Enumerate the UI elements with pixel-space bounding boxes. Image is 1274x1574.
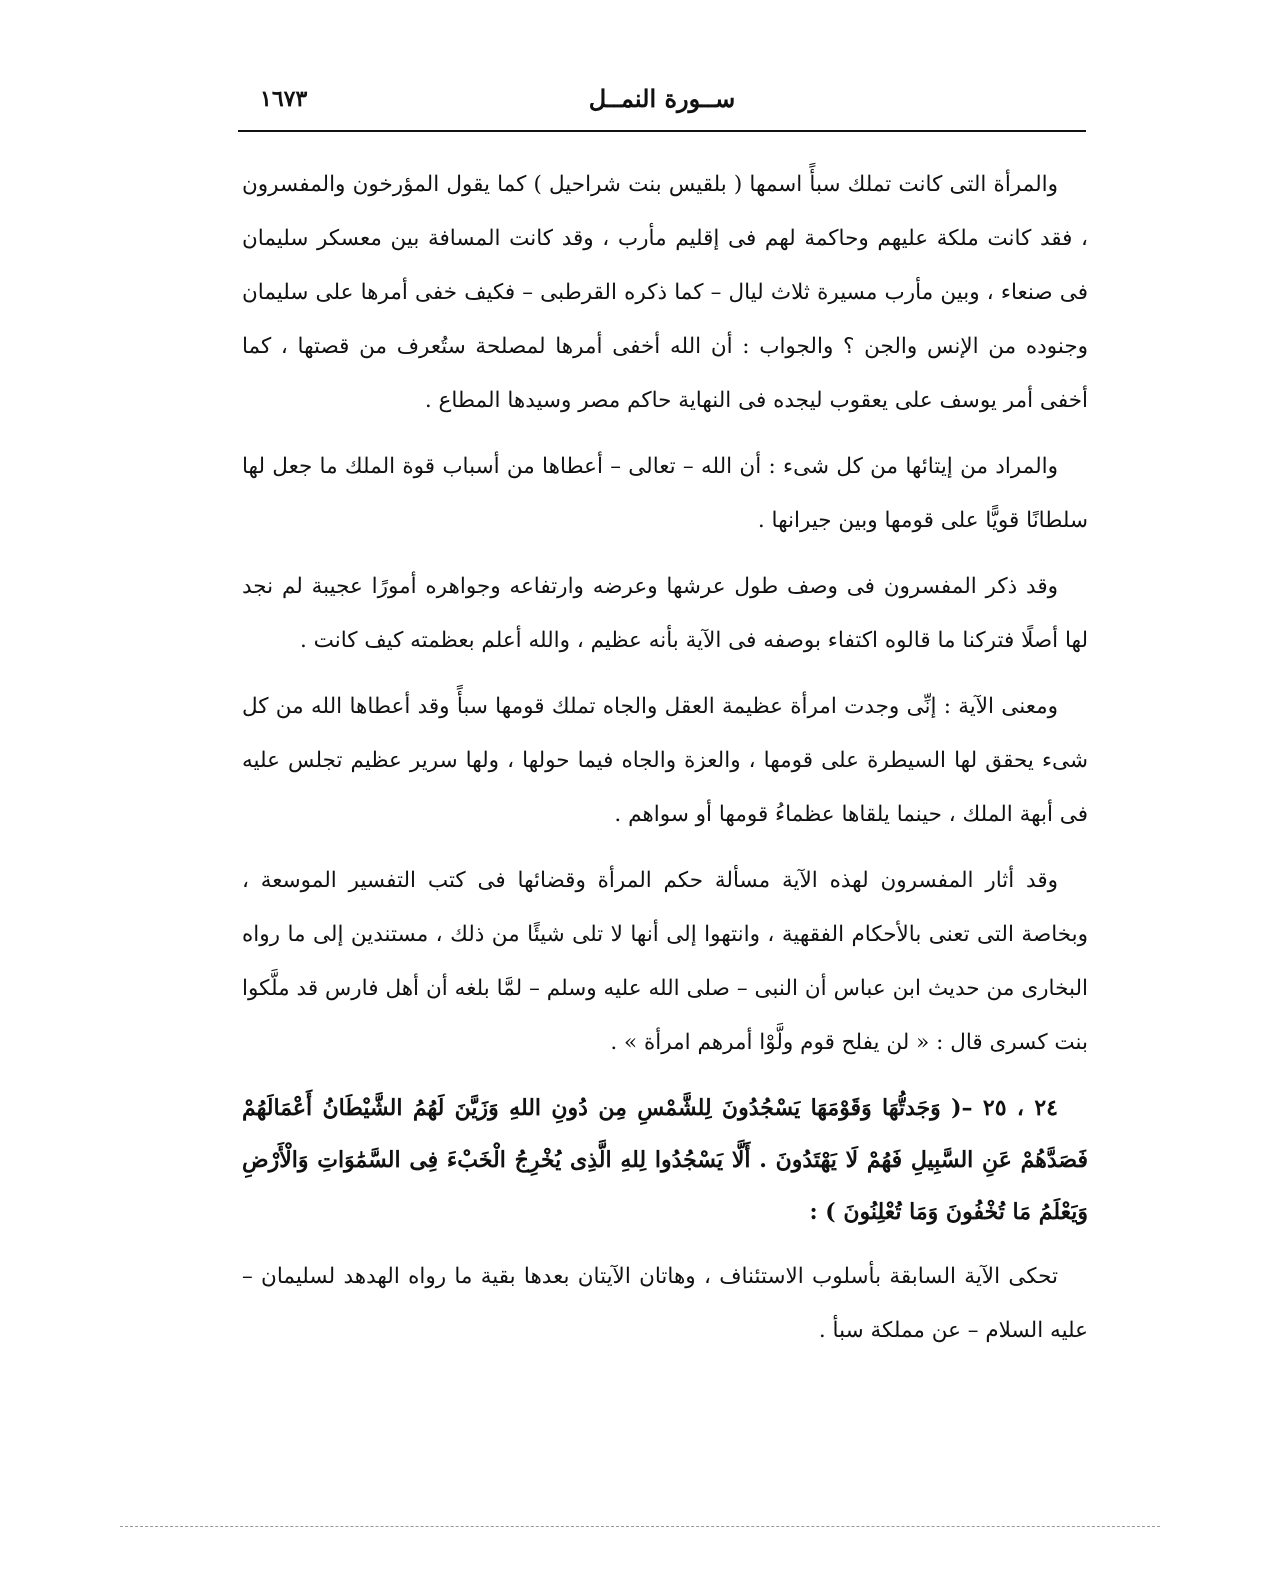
paragraph-4: ومعنى الآية : إنِّى وجدت امرأة عظيمة العقل والجاه تملك قومها سبأً وقد أعطاها الله من كل شىء يحقق لها السيطرة على قومها ، والعزة والجاه فيما حولها ، ولها سرير عظيم تجلس عليه فى أبهة الملك ، حينما يلقاها عظماءُ قومها أو سواهم . <box>242 694 1088 827</box>
page-body <box>242 158 1088 1358</box>
paragraph-2: والمراد من إيتائها من كل شىء : أن الله – تعالى – أعطاها من أسباب قوة الملك ما جعل لها سلطانًا قويًّا على قومها وبين جيرانها . <box>242 454 1088 533</box>
bottom-scan-edge <box>120 1526 1160 1527</box>
page-number: ١٦٧٣ <box>260 86 308 112</box>
paragraph-5: وقد أثار المفسرون لهذه الآية مسألة حكم المرأة وقضائها فى كتب التفسير الموسعة ، وبخاصة التى تعنى بالأحكام الفقهية ، وانتهوا إلى أنها لا تلى شيئًا من ذلك ، مستندين إلى ما رواه البخارى من حديث ابن عباس أن النبى – صلى الله عليه وسلم – لمَّا بلغه أن أهل فارس قد ملَّكوا بنت كسرى قال : « لن يفلح قوم ولَّوْا أمرهم امرأة » . <box>242 868 1088 1055</box>
surah-title: ســورة النمــل <box>588 84 736 113</box>
paragraph-3: وقد ذكر المفسرون فى وصف طول عرشها وعرضه وارتفاعه وجواهره أمورًا عجيبة لم نجد لها أصلًا فتركنا ما قالوه اكتفاء بوصفه فى الآية بأنه عظيم ، والله أعلم بعظمته كيف كانت . <box>242 574 1088 653</box>
paragraph-closing: تحكى الآية السابقة بأسلوب الاستئناف ، وهاتان الآيتان بعدها بقية ما رواه الهدهد لسليمان – عليه السلام – عن مملكة سبأ . <box>242 1264 1088 1343</box>
paragraph-1: والمرأة التى كانت تملك سبأً اسمها ( بلقيس بنت شراحيل ) كما يقول المؤرخون والمفسرون ، فقد كانت ملكة عليهم وحاكمة لهم فى إقليم مأرب ، وقد كانت المسافة بين معسكر سليمان فى صنعاء ، وبين مأرب مسيرة ثلاث ليال – كما ذكره القرطبى – فكيف خفى أمرها على سليمان وجنوده من الإنس والجن ؟ والجواب : أن الله أخفى أمرها لمصلحة ستُعرف من قصتها ، كما أخفى أمر يوسف على يعقوب ليجده فى النهاية حاكم مصر وسيدها المطاع . <box>242 172 1088 413</box>
page-header <box>238 80 1086 132</box>
quran-verse: ٢٤ ، ٢٥ –( وَجَدتُّهَا وَقَوْمَهَا يَسْجُدُونَ لِلشَّمْسِ مِن دُونِ اللهِ وَزَيَّنَ لَهُمُ الشَّيْطَانُ أَعْمَالَهُمْ فَصَدَّهُمْ عَنِ السَّبِيلِ فَهُمْ لَا يَهْتَدُونَ . أَلَّا يَسْجُدُوا لِلهِ الَّذِى يُخْرِجُ الْخَبْءَ فِى السَّمَٰوَاتِ وَالْأَرْضِ وَيَعْلَمُ مَا تُخْفُونَ وَمَا تُعْلِنُونَ ) : <box>242 1095 1088 1225</box>
